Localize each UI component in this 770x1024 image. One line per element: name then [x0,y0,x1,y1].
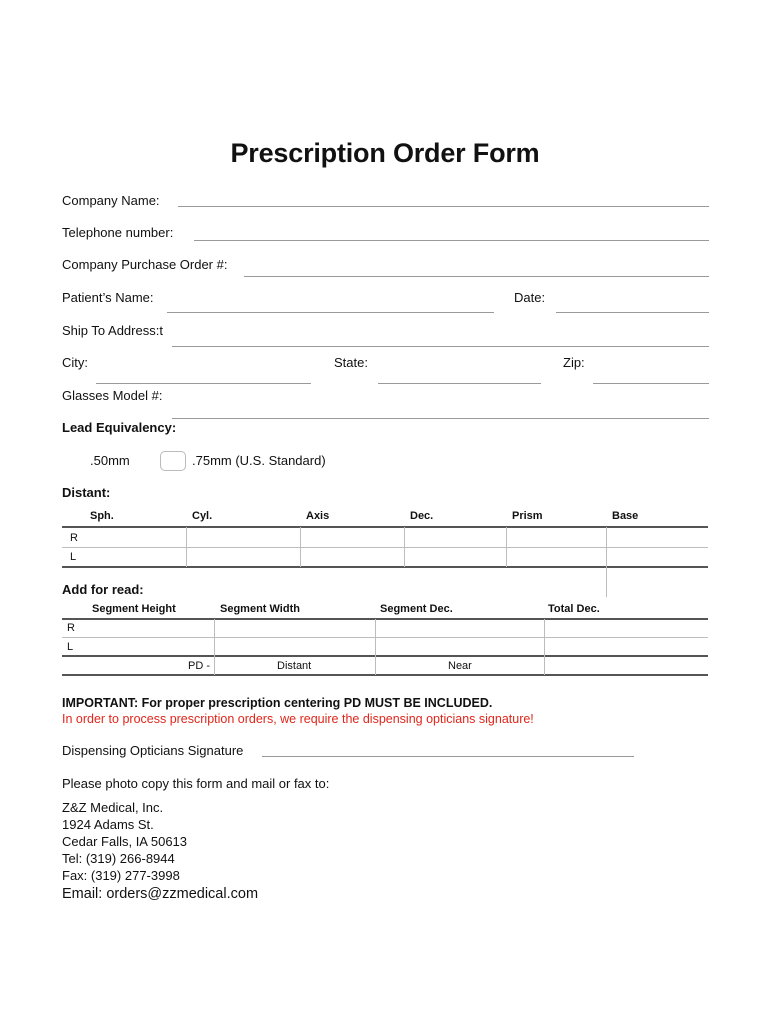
distant-col-divider [506,527,507,567]
signature-field[interactable] [262,756,634,757]
read-row-r-label: R [67,622,75,634]
patient-name-field[interactable] [167,312,494,313]
distant-col-cyl: Cyl. [192,510,213,522]
signature-label: Dispensing Opticians Signature [62,743,244,758]
lead-option-75-label: .75mm (U.S. Standard) [192,453,326,468]
distant-heading: Distant: [62,485,111,500]
lead-option-checkbox[interactable] [160,451,186,471]
glasses-model-field[interactable] [172,418,709,419]
distant-header-rule [62,526,708,528]
address-city: Cedar Falls, IA 50613 [62,834,188,849]
distant-col-prism: Prism [512,510,543,522]
signature-requirement-notice: In order to process prescription orders, we require the dispensing opticians signature! [62,712,534,726]
lead-option-50-label: .50mm [90,453,130,468]
company-name-label: Company Name: [62,193,160,208]
purchase-order-field[interactable] [244,276,709,277]
purchase-order-label: Company Purchase Order #: [62,257,228,272]
read-col-divider [544,619,545,675]
pd-label: PD - [188,660,210,672]
distant-bottom-rule [62,566,708,568]
address-email: Email: orders@zzmedical.com [62,886,259,902]
important-notice: IMPORTANT: For proper prescription centering PD MUST BE INCLUDED. [62,696,493,710]
glasses-model-label: Glasses Model #: [62,388,163,403]
read-col-divider [214,619,215,675]
distant-row-l-label: L [70,551,77,563]
distant-col-divider [186,527,187,567]
state-field[interactable] [378,383,541,384]
read-col-divider [375,619,376,675]
distant-col-sph: Sph. [90,510,114,522]
date-field[interactable] [556,312,709,313]
date-label: Date: [514,290,546,305]
address-tel: Tel: (319) 266-8944 [62,851,175,866]
state-label: State: [334,355,368,370]
ship-to-label: Ship To Address:t [62,323,163,338]
distant-row-divider [62,547,708,548]
ship-to-field[interactable] [172,346,709,347]
address-company: Z&Z Medical, Inc. [62,800,164,815]
read-mid-rule [62,655,708,657]
distant-row-r-label: R [70,532,78,544]
lead-equivalency-heading: Lead Equivalency: [62,420,177,435]
add-for-read-heading: Add for read: [62,582,144,597]
page-title: Prescription Order Form [230,138,540,168]
read-col-segment-dec: Segment Dec. [380,603,453,615]
address-street: 1924 Adams St. [62,817,154,832]
read-col-segment-height: Segment Height [92,603,176,615]
distant-col-divider [404,527,405,567]
read-bottom-rule [62,674,708,676]
read-header-rule [62,618,708,620]
distant-col-dec: Dec. [410,510,434,522]
distant-col-divider [606,527,607,597]
distant-col-base: Base [612,510,639,522]
read-col-total-dec: Total Dec. [548,603,600,615]
read-row-l-label: L [67,641,74,653]
pd-near-label: Near [448,660,472,672]
read-row-divider [62,637,708,638]
company-name-field[interactable] [178,206,709,207]
zip-label: Zip: [563,355,585,370]
city-label: City: [62,355,88,370]
zip-field[interactable] [593,383,709,384]
telephone-label: Telephone number: [62,225,174,240]
patient-name-label: Patient’s Name: [62,290,154,305]
mail-instructions: Please photo copy this form and mail or fax to: [62,776,330,791]
read-col-segment-width: Segment Width [220,603,300,615]
distant-col-divider [300,527,301,567]
distant-col-axis: Axis [306,510,330,522]
city-field[interactable] [96,383,311,384]
pd-distant-label: Distant [277,660,312,672]
telephone-field[interactable] [194,240,709,241]
address-fax: Fax: (319) 277-3998 [62,868,180,883]
